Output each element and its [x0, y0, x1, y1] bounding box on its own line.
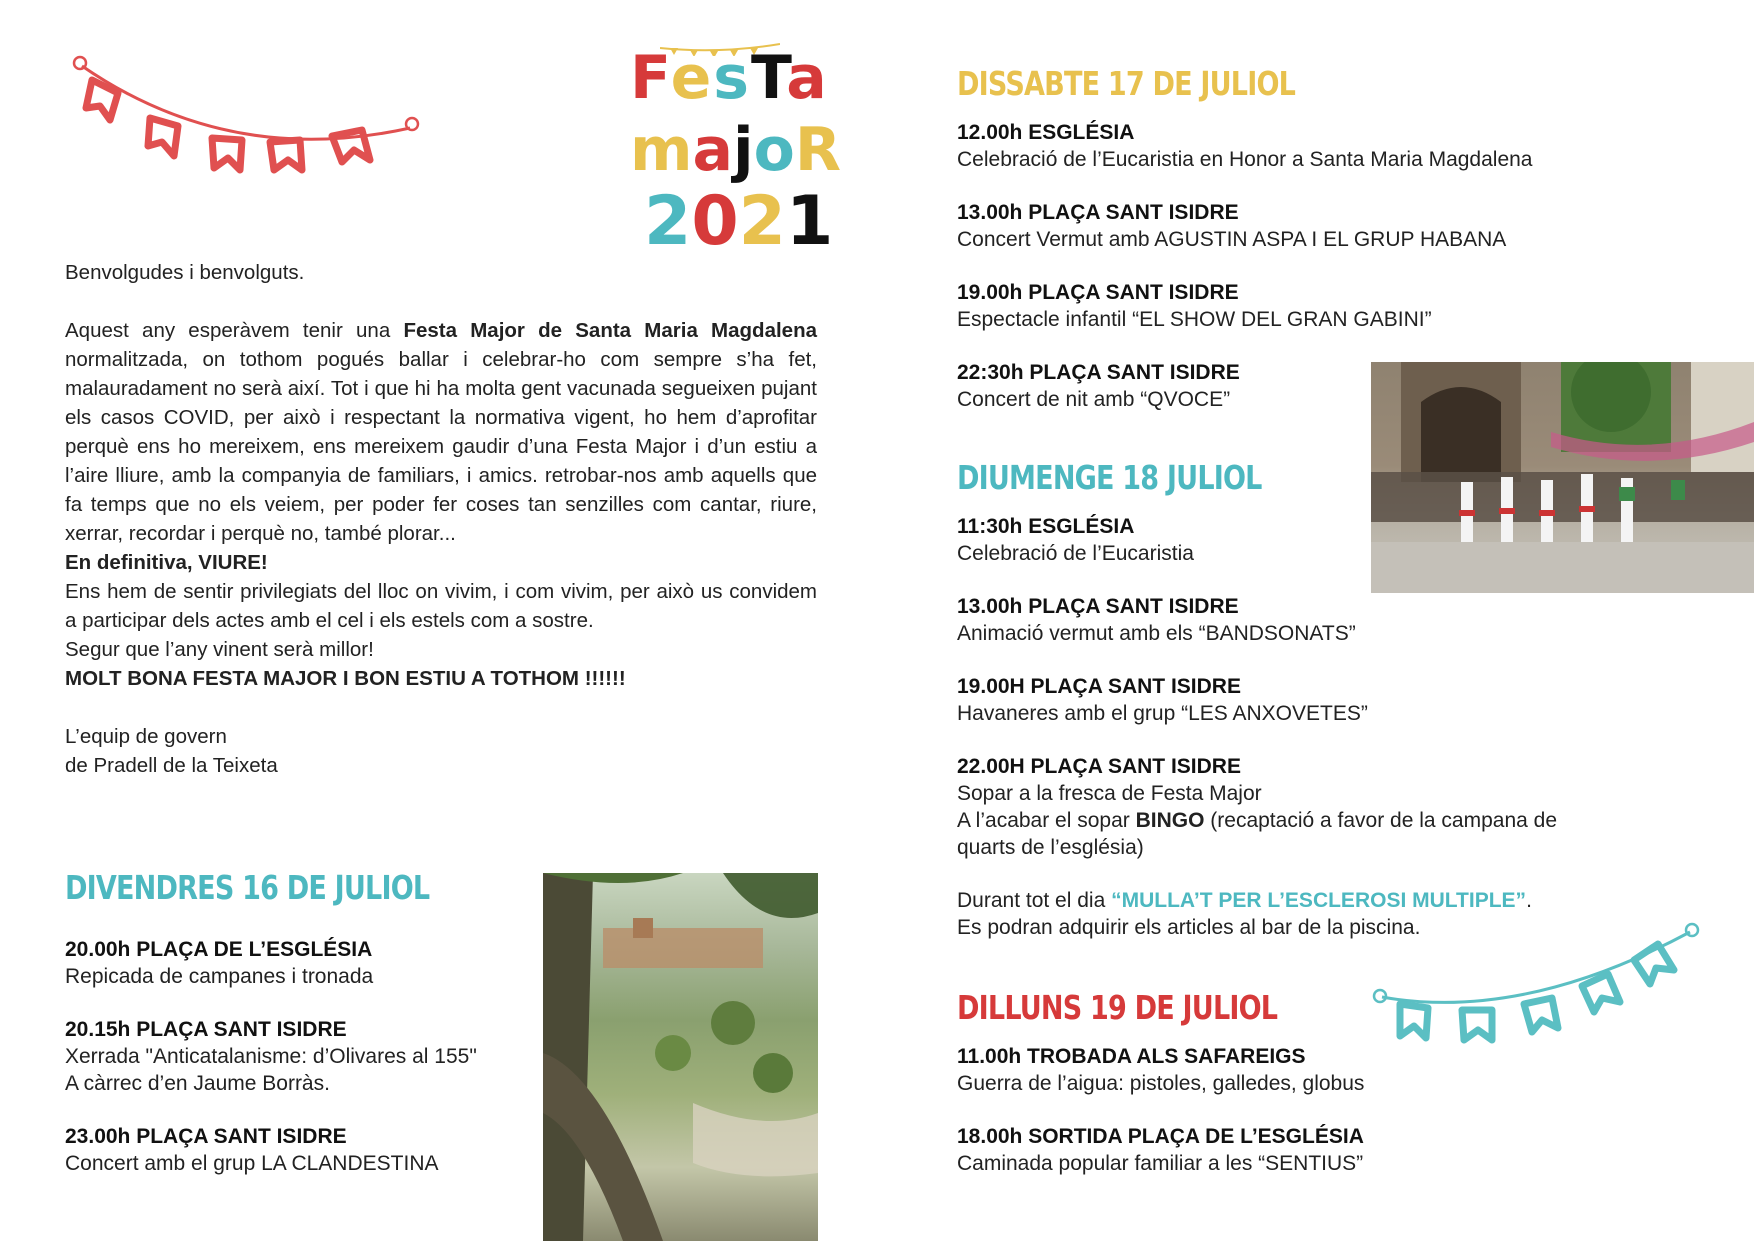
logo-line-1: FesTa: [630, 43, 829, 113]
event-time: 19.00h PLAÇA SANT ISIDRE: [957, 281, 1239, 304]
event-time: 22:30h PLAÇA SANT ISIDRE: [957, 361, 1240, 384]
event-time: 12.00h ESGLÉSIA: [957, 121, 1135, 144]
diumenge-events: [957, 513, 1577, 941]
event-desc: Concert amb el grup LA CLANDESTINA: [65, 1152, 439, 1175]
event-desc: Havaneres amb el grup “LES ANXOVETES”: [957, 702, 1368, 725]
intro-bold: Festa Major de Santa Maria Magdalena: [403, 319, 818, 342]
event-desc: Xerrada "Anticatalanisme: d’Olivares al 155": [65, 1045, 477, 1068]
logo-line-3: 2021: [644, 182, 834, 261]
diumenge-title: DIUMENGE 18 JULIOL: [957, 458, 1262, 497]
event-desc: Espectacle infantil “EL SHOW DEL GRAN GABINI”: [957, 308, 1432, 331]
divendres-title: DIVENDRES 16 DE JULIOL: [65, 868, 430, 907]
intro-text: Aquest any esperàvem tenir una: [65, 319, 404, 342]
event-desc: Caminada popular familiar a les “SENTIUS”: [957, 1152, 1364, 1175]
event-desc: Celebració de l’Eucaristia en Honor a Santa Maria Magdalena: [957, 148, 1533, 171]
event-desc: A l’acabar el sopar BINGO (recaptació a favor de la campana de quarts de l’església): [957, 809, 1557, 859]
event-desc: Repicada de campanes i tronada: [65, 965, 374, 988]
intro-text-2: normalitzada, on tothom pogués ballar i celebrar-ho com sempre s’ha fet, malauradament no serà així. Tot i que hi ha molta gent vacunada segueixen pujant els casos COVID, per això i respectant la normativa vigent, ho hem d’aprofitar perquè ens ho mereixem, ens mereixem gaudir d’una Festa Major i d’un estiu a l’aire lliure, amb la companyia de familiars, i amics. retrobar-nos amb aquells que fa temps que no els veiem, per poder fer coses tan senzilles com cantar, riure, xerrar, recordar i perquè no, també plorar...: [65, 348, 817, 545]
signature-line-1: L’equip de govern: [65, 725, 227, 748]
signature-line-2: de Pradell de la Teixeta: [65, 754, 278, 777]
event-time: 13.00h PLAÇA SANT ISIDRE: [957, 201, 1239, 224]
charity-note: Durant tot el dia “MULLA’T PER L’ESCLEROSI MULTIPLE”.: [957, 889, 1532, 912]
event-desc: Animació vermut amb els “BANDSONATS”: [957, 622, 1356, 645]
event-desc: Concert de nit amb “QVOCE”: [957, 388, 1231, 411]
event-time: 19.00H PLAÇA SANT ISIDRE: [957, 675, 1241, 698]
intro-paragraph-3: Segur que l’any vinent serà millor!: [65, 638, 374, 661]
dilluns-events: [957, 1043, 1577, 1177]
logo-line-2: majoR: [630, 115, 842, 185]
definitiva: En definitiva, VIURE!: [65, 551, 268, 574]
event-time: 13.00h PLAÇA SANT ISIDRE: [957, 595, 1239, 618]
festa-major-logo: [630, 43, 842, 261]
event-time: 22.00H PLAÇA SANT ISIDRE: [957, 755, 1241, 778]
event-time: 20.00h PLAÇA DE L’ESGLÉSIA: [65, 938, 373, 961]
intro-closing: MOLT BONA FESTA MAJOR I BON ESTIU A TOTHOM !!!!!!: [65, 667, 626, 690]
event-desc: Sopar a la fresca de Festa Major: [957, 782, 1262, 805]
event-time: 11:30h ESGLÉSIA: [957, 515, 1135, 538]
divendres-events: [65, 936, 525, 1177]
intro-paragraph: [65, 316, 817, 548]
event-time: 11.00h TROBADA ALS SAFAREIGS: [957, 1045, 1306, 1068]
event-desc: Concert Vermut amb AGUSTIN ASPA I EL GRUP HABANA: [957, 228, 1507, 251]
event-time: 23.00h PLAÇA SANT ISIDRE: [65, 1125, 347, 1148]
teal-bunting-icon: [1372, 922, 1702, 1047]
charity-note-2: Es podran adquirir els articles al bar de la piscina.: [957, 916, 1421, 939]
event-desc: A càrrec d’en Jaume Borràs.: [65, 1072, 330, 1095]
intro-paragraph-2: Ens hem de sentir privilegiats del lloc on vivim, i com vivim, per això us convidem a participar dels actes amb el cel i els estels com a sostre.: [65, 580, 817, 632]
intro-letter: [65, 258, 817, 780]
event-desc: Celebració de l’Eucaristia: [957, 542, 1194, 565]
event-time: 20.15h PLAÇA SANT ISIDRE: [65, 1018, 347, 1041]
event-time: 18.00h SORTIDA PLAÇA DE L’ESGLÉSIA: [957, 1125, 1364, 1148]
dissabte-title: DISSABTE 17 DE JULIOL: [957, 64, 1296, 103]
greeting: Benvolgudes i benvolguts.: [65, 261, 305, 284]
red-bunting-icon: [70, 48, 420, 178]
event-desc: Guerra de l’aigua: pistoles, galledes, globus: [957, 1072, 1365, 1095]
dilluns-title: DILLUNS 19 DE JULIOL: [957, 988, 1278, 1027]
landscape-photo: [543, 873, 818, 1241]
